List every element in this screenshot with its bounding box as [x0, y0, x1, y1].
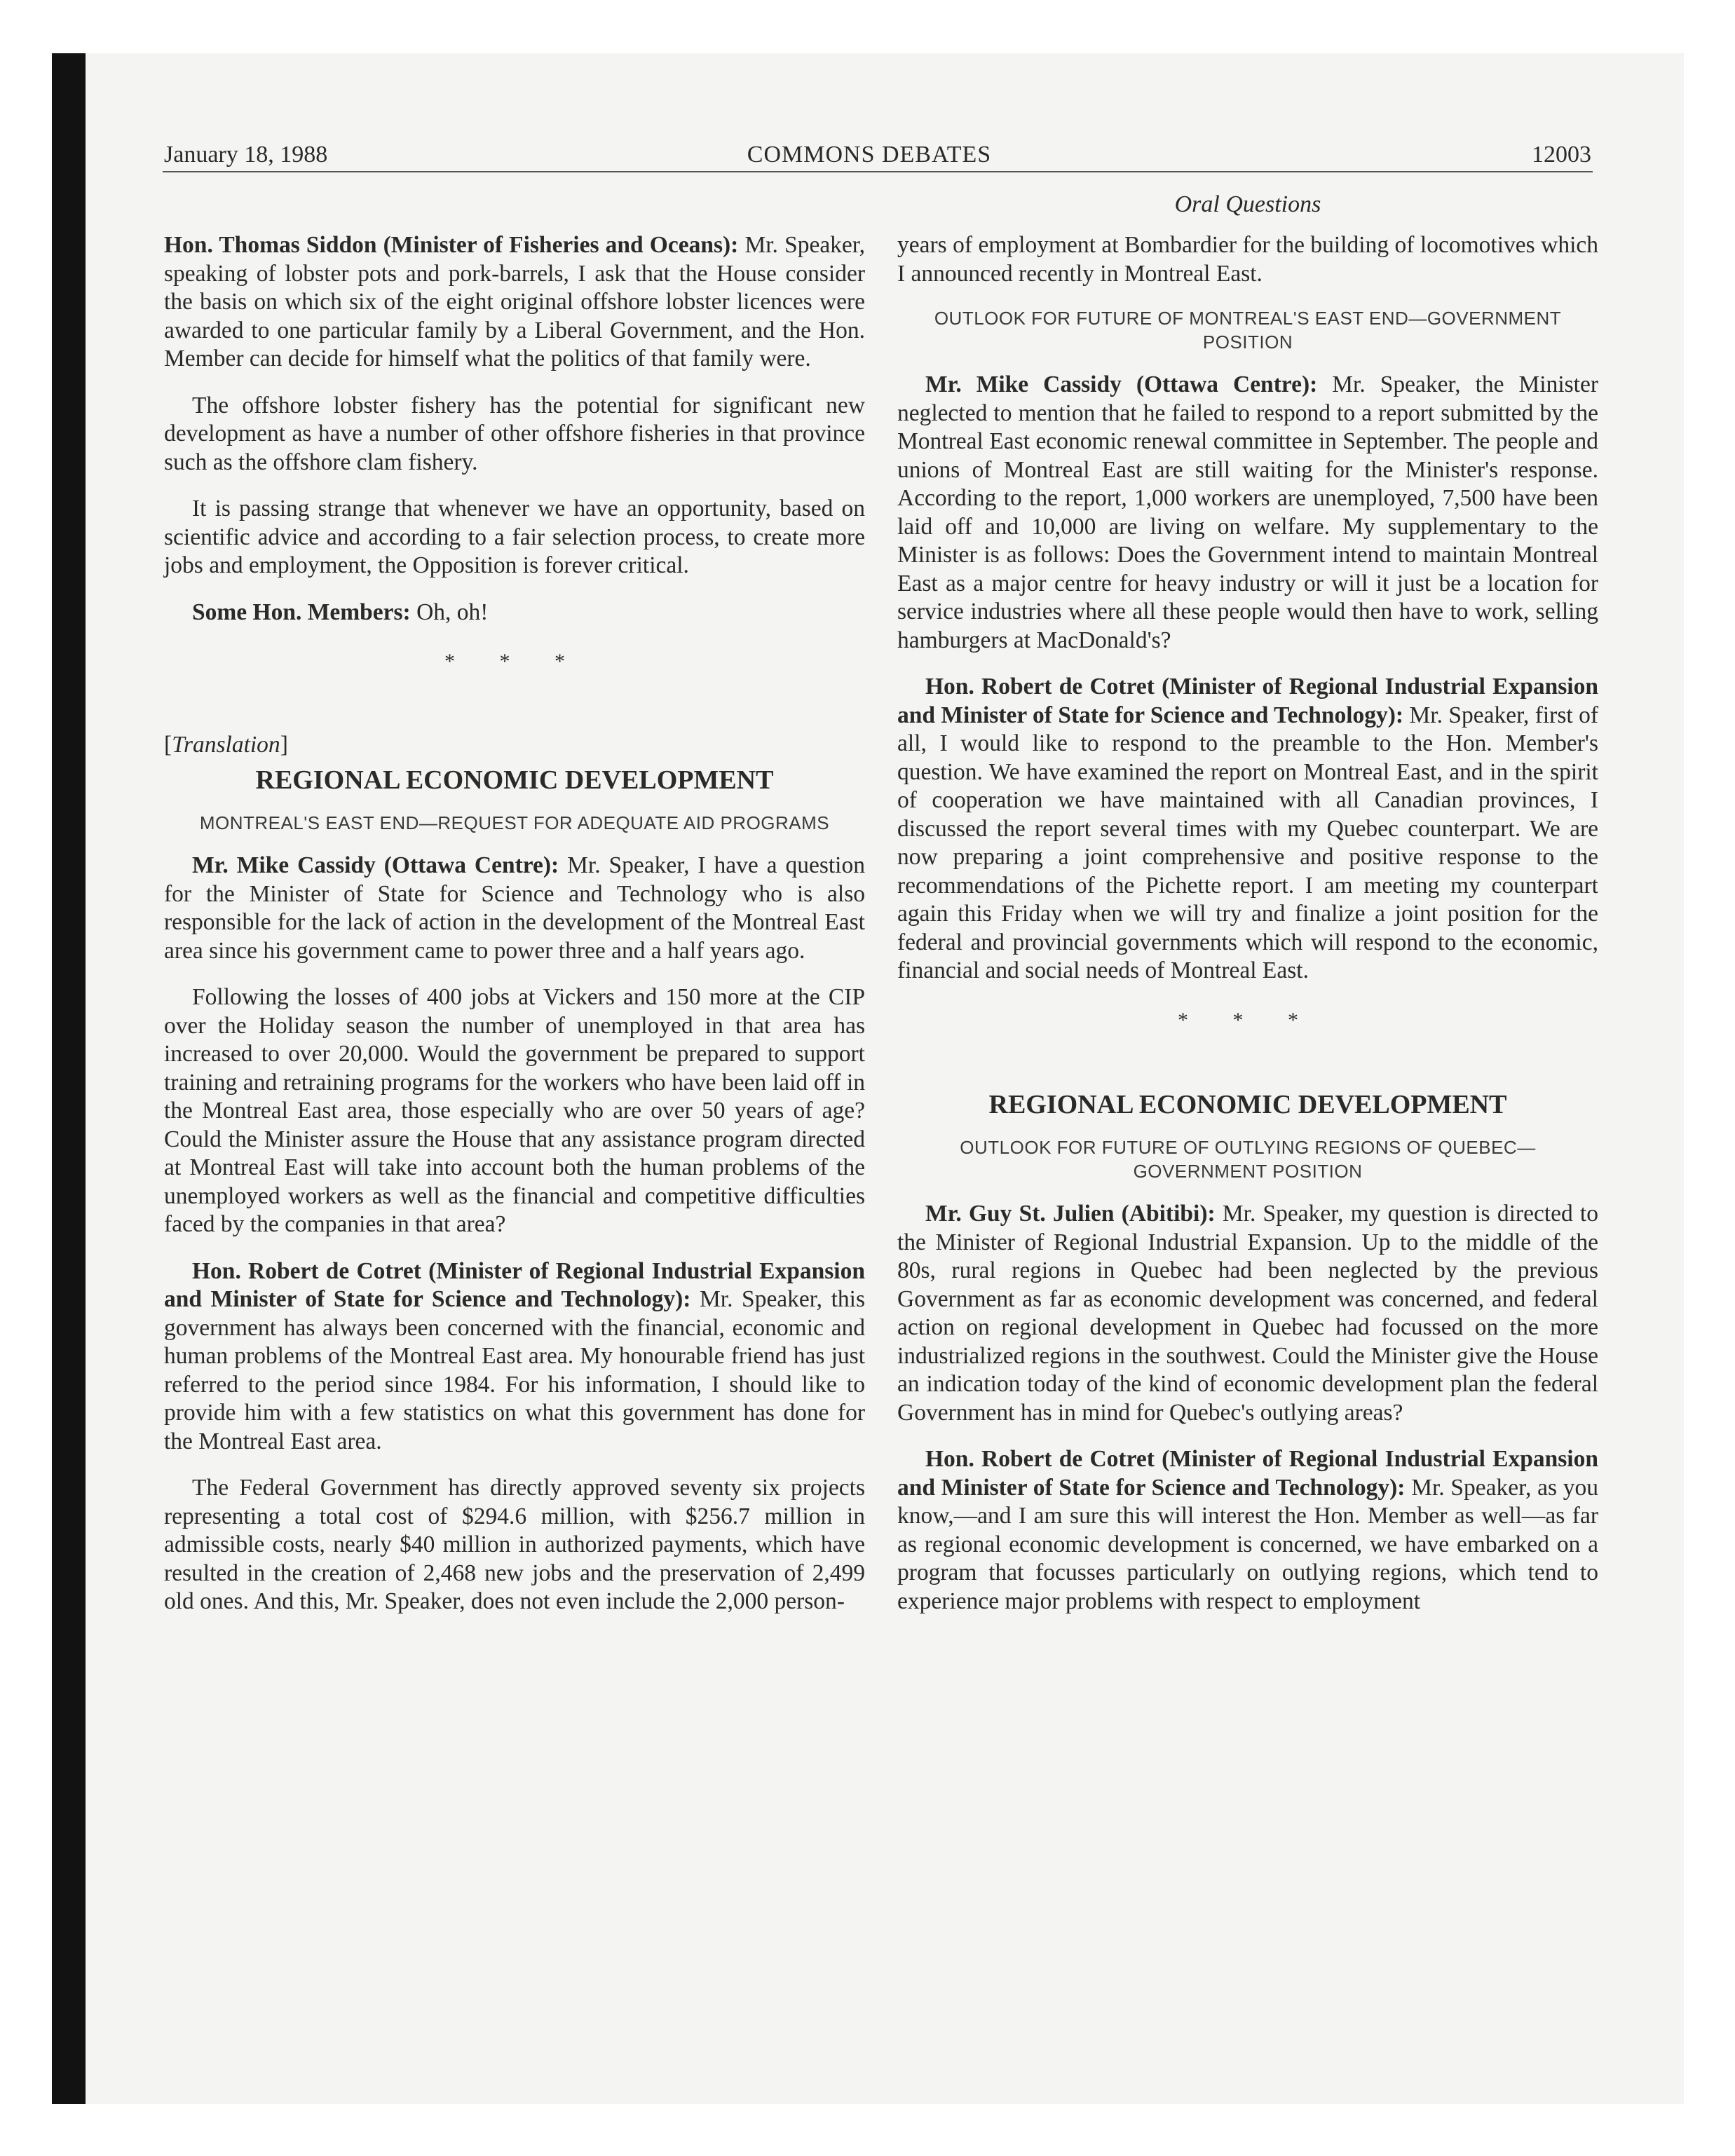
paragraph: The Federal Government has directly approved seventy six projects representing a total cost of $294.6 million, with $256.7 million in admissible costs, nearly $40 million in authorized payments, which have resulted in the creation of 2,468 new jobs and the preservation of 2,499 old ones. And this, Mr. Speaker, does not even include the 2,000 person-	[164, 1475, 865, 1614]
paragraph	[164, 1257, 865, 1456]
paragraph	[164, 852, 865, 965]
speaker-name: Hon. Robert de Cotret (Minister of Regional Industrial Expansion and Minister of State for Science and Technology):	[164, 1257, 865, 1312]
paragraph	[164, 599, 865, 627]
speech-text: Mr. Speaker, the Minister neglected to mention that he failed to respond to a report submitted by the Montreal East economic renewal committee in September. The people and unions of Montreal East are still waiting for the Minister's response. According to the report, 1,000 workers are unemployed, 7,500 have been laid off and 10,000 are living on welfare. My supplementary to the Minister is as follows: Does the Government intend to maintain Montreal East as a major centre for heavy industry or will it just be a location for service industries where all these people would then have to work, selling hamburgers at MacDonald's?	[897, 371, 1598, 653]
paragraph	[897, 673, 1598, 985]
speaker-name: Some Hon. Members:	[192, 599, 411, 625]
section-heading: REGIONAL ECONOMIC DEVELOPMENT	[255, 765, 774, 795]
paragraph	[897, 1445, 1598, 1616]
header-title: COMMONS DEBATES	[747, 142, 992, 168]
header-rule	[163, 171, 1593, 172]
bracket-open: [	[164, 731, 172, 758]
paragraph	[897, 371, 1598, 655]
speaker-name: Mr. Mike Cassidy (Ottawa Centre):	[192, 852, 559, 878]
paragraph: Following the losses of 400 jobs at Vickers and 150 more at the CIP over the Holiday season the number of unemployed in that area has increased to over 20,000. Would the government be prepared to support training and retraining programs for the workers who have been laid off in the Montreal East area, those especially who are over 50 years of age? Could the Minister assure the House that any assistance program directed at Montreal East will take into account both the human problems of the unemployed workers as well as the financial and competitive difficulties faced by the companies in that area?	[164, 984, 865, 1237]
header-page-number: 12003	[1532, 142, 1591, 168]
bracket-close: ]	[280, 731, 288, 758]
section-separator: * * *	[1178, 1008, 1318, 1032]
speech-text: Mr. Speaker, as you know,—and I am sure this will interest the Hon. Member as well—as far as regional economic development is concerned, we have embarked on a program that focusses particularly on outlying regions, which tend to experience major problems with respect to employment	[897, 1474, 1598, 1614]
speaker-name: Hon. Robert de Cotret (Minister of Regional Industrial Expansion and Minister of State for Science and Technology):	[897, 1446, 1598, 1501]
left-column	[164, 231, 865, 1635]
speech-text: Mr. Speaker, speaking of lobster pots and pork-barrels, I ask that the House consider the basis on which six of the eight original offshore lobster licences were awarded to one particular family by a Liberal Government, and the Hon. Member can decide for himself what the politics of that family were.	[164, 232, 865, 371]
column-tag: Oral Questions	[1174, 191, 1321, 217]
subheading: MONTREAL'S EAST END—REQUEST FOR ADEQUATE AID PROGRAMS	[199, 812, 830, 833]
paragraph: years of employment at Bombardier for the building of locomotives which I announced recently in Montreal East.	[897, 232, 1598, 287]
speech-text: Mr. Speaker, my question is directed to the Minister of Regional Industrial Expansion. Up to the middle of the 80s, rural regions in Quebec had been neglected by the previous Government as far as economic development was concerned, and federal action on regional development in Quebec had focussed on the more industrialized regions in the southwest. Could the Minister give the House an indication today of the kind of economic development plan the federal Government has in mind for Quebec's outlying areas?	[897, 1201, 1598, 1426]
speaker-name: Mr. Guy St. Julien (Abitibi):	[925, 1201, 1216, 1227]
paragraph: The offshore lobster fishery has the potential for significant new development as have a number of other offshore fisheries in that province such as the offshore clam fishery.	[164, 392, 865, 475]
binding-edge	[52, 53, 86, 2104]
header-date: January 18, 1988	[164, 142, 328, 168]
speaker-name: Mr. Mike Cassidy (Ottawa Centre):	[925, 371, 1318, 397]
paragraph: It is passing strange that whenever we have an opportunity, based on scientific advice and according to a fair selection process, to create more jobs and employment, the Opposition is forever critical.	[164, 496, 865, 578]
translation-label: Translation	[172, 731, 280, 758]
speech-text: Mr. Speaker, first of all, I would like to respond to the preamble to the Hon. Member's question. We have examined the report on Montreal East, and in the spirit of cooperation we have maintained with all Canadian provinces, I discussed the report several times with my Quebec counterpart. We are now preparing a joint comprehensive and positive response to the recommendations of the Pichette report. I am meeting my counterpart again this Friday when we will try and finalize a joint position for the federal and provincial governments which will respond to the economic, financial and social needs of Montreal East.	[897, 702, 1598, 983]
paragraph	[897, 1200, 1598, 1427]
translation-note	[164, 731, 865, 760]
speech-text: Oh, oh!	[410, 599, 489, 625]
subheading: OUTLOOK FOR FUTURE OF MONTREAL'S EAST END—GOVERNMENT POSITION	[934, 308, 1562, 353]
speech-text: Mr. Speaker, I have a question for the Minister of State for Science and Technology who is also responsible for the lack of action in the development of the Montreal East area since his government came to power three and a half years ago.	[164, 852, 865, 964]
right-column	[897, 231, 1598, 1634]
section-heading: REGIONAL ECONOMIC DEVELOPMENT	[988, 1090, 1507, 1119]
paragraph	[164, 231, 865, 374]
speaker-name: Hon. Robert de Cotret (Minister of Regional Industrial Expansion and Minister of State for Science and Technology):	[897, 674, 1598, 728]
subheading: OUTLOOK FOR FUTURE OF OUTLYING REGIONS OF QUEBEC—GOVERNMENT POSITION	[960, 1137, 1536, 1182]
speech-text: Mr. Speaker, this government has always been concerned with the financial, economic and human problems of the Montreal East area. My honourable friend has just referred to the period since 1984. For his information, I should like to provide him with a few statistics on what this government has done for the Montreal East area.	[164, 1286, 865, 1454]
speaker-name: Hon. Thomas Siddon (Minister of Fisheries and Oceans):	[164, 232, 739, 258]
section-separator: * * *	[444, 650, 585, 673]
